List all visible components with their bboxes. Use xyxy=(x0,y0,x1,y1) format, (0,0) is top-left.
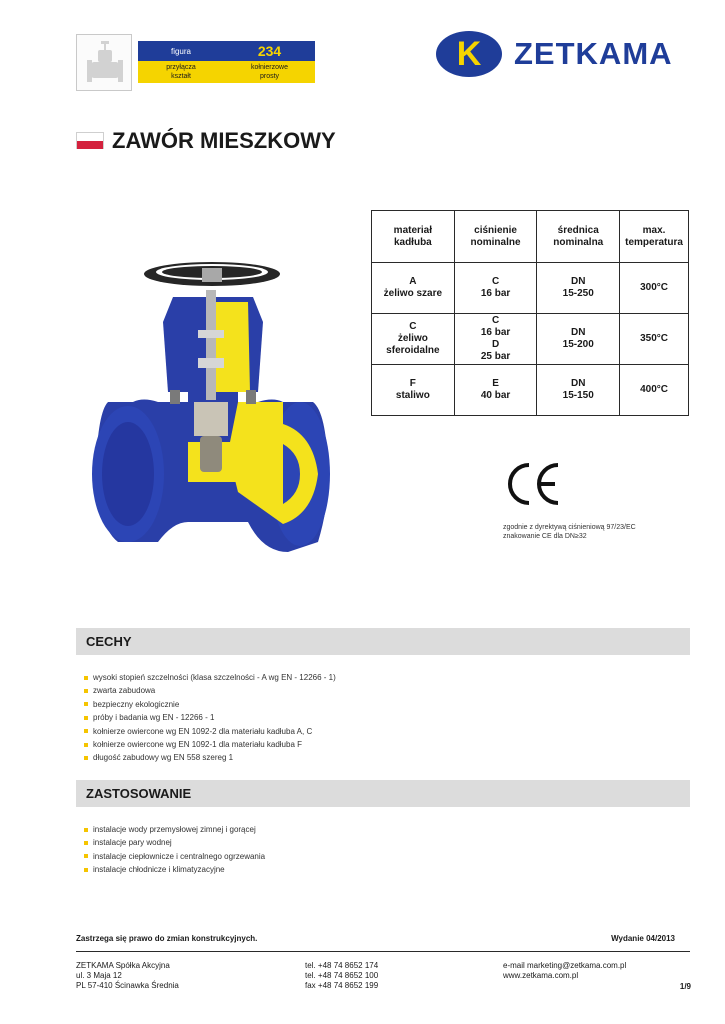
cell-pressure: E 40 bar xyxy=(454,365,537,416)
header-temperature: max. temperatura xyxy=(620,211,689,263)
application-text: instalacje ciepłownicze i centralnego ogrzewania xyxy=(93,851,266,861)
bullet-icon xyxy=(84,854,88,858)
cell-material: F staliwo xyxy=(372,365,455,416)
spec-header-row xyxy=(372,211,689,263)
footer-divider xyxy=(76,951,690,952)
feature-text: kołnierze owiercone wg EN 1092-2 dla materiału kadłuba A, C xyxy=(93,726,313,736)
polish-flag-icon xyxy=(76,132,104,149)
figure-number: 234 xyxy=(257,43,282,59)
email-link[interactable]: e-mail marketing@zetkama.com.pl xyxy=(503,961,627,970)
logo-k-icon xyxy=(436,31,502,77)
footer-company xyxy=(76,961,179,991)
ce-note: zgodnie z dyrektywą ciśnieniową 97/23/EC znakowanie CE dla DN≥32 xyxy=(503,524,636,540)
list-item xyxy=(84,671,336,684)
application-text: instalacje chłodnicze i klimatyzacyjne xyxy=(93,865,225,875)
ce-mark-icon xyxy=(503,459,563,509)
website-link[interactable]: www.zetkama.com.pl xyxy=(503,971,579,980)
header-pressure: ciśnienie nominalne xyxy=(454,211,537,263)
cell-temperature: 350°C xyxy=(620,314,689,365)
application-text: instalacje wody przemysłowej zimnej i gorącej xyxy=(93,825,256,834)
cell-temperature: 300°C xyxy=(620,263,689,314)
features-list xyxy=(84,671,336,765)
cell-material: A żeliwo szare xyxy=(372,263,455,314)
bullet-icon xyxy=(84,689,88,693)
cell-diameter: DN 15-150 xyxy=(537,365,620,416)
cell-pressure: C 16 bar xyxy=(454,263,537,314)
bullet-icon xyxy=(84,702,88,706)
bullet-icon xyxy=(84,756,88,760)
bullet-icon xyxy=(84,743,88,747)
page-number: 1/9 xyxy=(679,982,691,991)
bullet-icon xyxy=(84,716,88,720)
table-row xyxy=(372,365,689,416)
list-item xyxy=(84,850,265,863)
list-item xyxy=(84,684,336,697)
feature-text: wysoki stopień szczelności (klasa szczelności - A wg EN - 12266 - 1) xyxy=(93,673,336,682)
spec-table xyxy=(371,210,689,416)
table-row xyxy=(372,314,689,365)
bullet-icon xyxy=(84,729,88,733)
bullet-icon xyxy=(84,828,88,832)
footer-web xyxy=(503,961,626,981)
phone-1: tel. +48 74 8652 174 xyxy=(305,961,379,970)
brand-name: ZETKAMA xyxy=(514,36,673,71)
application-text: instalacje pary wodnej xyxy=(93,838,172,848)
list-item xyxy=(84,863,265,876)
applications-list xyxy=(84,823,265,877)
cell-material: C żeliwo sferoidalne xyxy=(372,314,455,365)
logo-letter: K xyxy=(456,35,482,73)
cell-pressure: C 16 bar D 25 bar xyxy=(454,314,537,365)
list-item xyxy=(84,698,336,711)
list-item xyxy=(84,725,336,738)
fax: fax +48 74 8652 199 xyxy=(305,981,379,990)
feature-text: kołnierze owiercone wg EN 1092-1 dla materiału kadłuba F xyxy=(93,739,302,749)
list-item xyxy=(84,711,336,724)
connection-label-text: przyłącza kształt xyxy=(166,64,196,80)
edition-label: Wydanie 04/2013 xyxy=(611,934,675,943)
zetkama-logo xyxy=(436,30,696,78)
company-city: PL 57-410 Ścinawka Średnia xyxy=(76,981,179,990)
connection-value xyxy=(224,61,315,83)
features-heading: CECHY xyxy=(76,628,690,655)
list-item xyxy=(84,823,265,836)
footer-phones xyxy=(305,961,378,991)
list-item xyxy=(84,751,336,764)
bullet-icon xyxy=(84,841,88,845)
bullet-icon xyxy=(84,868,88,872)
figure-label: figura xyxy=(170,46,191,56)
figure-info-box xyxy=(138,41,315,83)
connection-label xyxy=(138,61,224,83)
bullet-icon xyxy=(84,676,88,680)
feature-text: długość zabudowy wg EN 558 szereg 1 xyxy=(93,753,234,763)
phone-2: tel. +48 74 8652 100 xyxy=(305,971,379,980)
applications-heading: ZASTOSOWANIE xyxy=(76,780,690,807)
company-name: ZETKAMA Spółka Akcyjna xyxy=(76,961,170,970)
list-item xyxy=(84,738,336,751)
valve-product-image xyxy=(88,252,338,592)
valve-thumbnail-icon xyxy=(76,34,132,91)
cell-diameter: DN 15-200 xyxy=(537,314,620,365)
cell-temperature: 400°C xyxy=(620,365,689,416)
page-title: ZAWÓR MIESZKOWY xyxy=(112,128,336,153)
feature-text: próby i badania wg EN - 12266 - 1 xyxy=(93,713,215,723)
connection-value-text: kołnierzowe prosty xyxy=(251,64,288,80)
feature-text: bezpieczny ekologicznie xyxy=(93,699,180,709)
company-street: ul. 3 Maja 12 xyxy=(76,971,122,980)
feature-text: zwarta zabudowa xyxy=(93,686,156,696)
header-material: materiał kadłuba xyxy=(372,211,455,263)
header-diameter: średnica nominalna xyxy=(537,211,620,263)
list-item xyxy=(84,836,265,849)
cell-diameter: DN 15-250 xyxy=(537,263,620,314)
footer-note: Zastrzega się prawo do zmian konstrukcyjnych. xyxy=(76,934,258,943)
table-row xyxy=(372,263,689,314)
